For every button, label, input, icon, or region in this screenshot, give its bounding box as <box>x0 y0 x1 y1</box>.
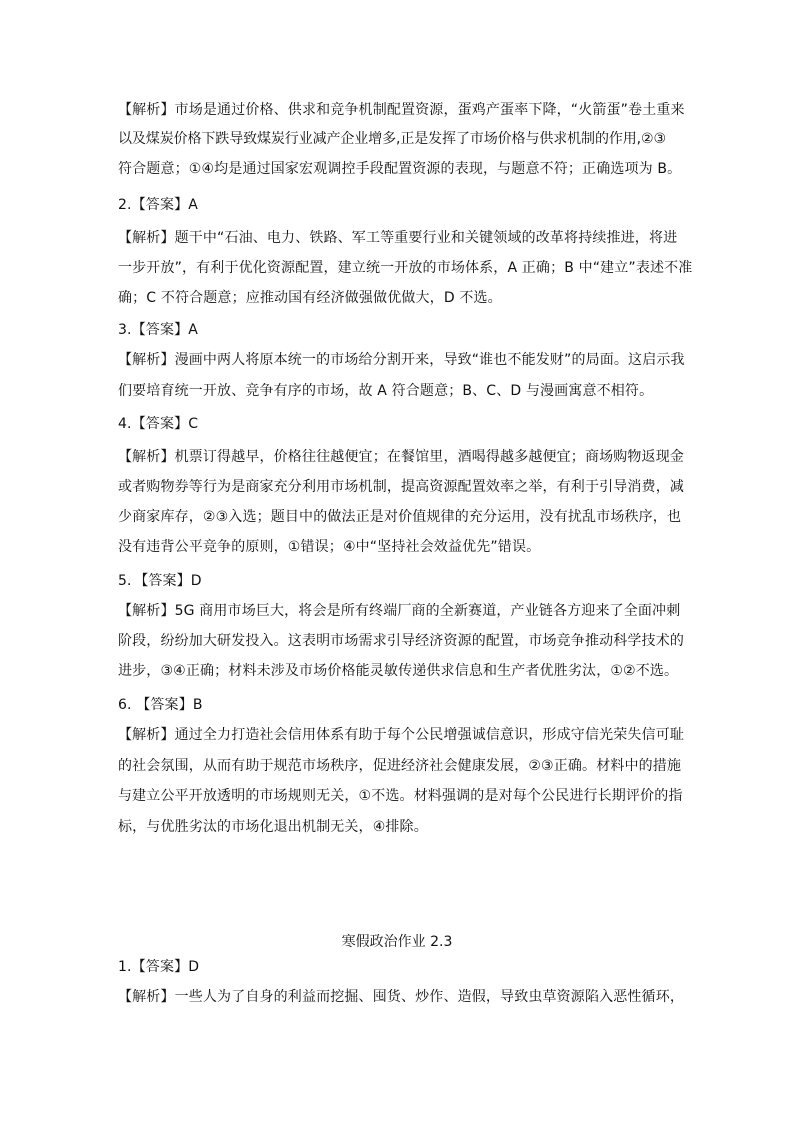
text-line: 【解析】通过全力打造社会信用体系有助于每个公民增强诚信意识，形成守信光荣失信可耻 <box>118 727 684 743</box>
text-line: 一步开放”，有利于优化资源配置，建立统一开放的市场体系，A 正确；B 中“建立”表述不准 <box>118 260 693 276</box>
text-line: 符合题意；①④均是通过国家宏观调控手段配置资源的表现，与题意不符；正确选项为 B。 <box>118 161 682 177</box>
text-line: 或者购物券等行为是商家充分利用市场机制，提高资源配置效率之举，有利于引导消费，减 <box>118 479 684 495</box>
answer-line: 5．【答案】D <box>118 573 202 589</box>
answer-line: 6. 【答案】B <box>118 697 203 713</box>
text-line: 没有违背公平竞争的原则，①错误；④中“坚持社会效益优先”错误。 <box>118 539 541 555</box>
text-line: 阶段，纷纷加大研发投入。这表明市场需求引导经济资源的配置，市场竞争推动科学技术的 <box>118 633 684 649</box>
text-line: 【解析】题干中“石油、电力、铁路、军工等重要行业和关键领域的改革将持续推进，将进 <box>118 230 678 246</box>
text-line: 与建立公平开放透明的市场规则无关，①不选。材料强调的是对每个公民进行长期评价的指 <box>118 788 683 804</box>
text-line: 确；C 不符合题意；应推动国有经济做强做优做大，D 不选。 <box>118 290 502 306</box>
answer-line: 3.【答案】A <box>118 322 198 338</box>
text-line: 【解析】一些人为了自身的利益而挖掘、囤货、炒作、造假，导致虫草资源陷入恶性循环， <box>118 989 684 1005</box>
answer-line: 4.【答案】C <box>118 416 199 432</box>
text-line: 标，与优胜劣汰的市场化退出机制无关，④排除。 <box>118 819 428 835</box>
text-line: 【解析】市场是通过价格、供求和竞争机制配置资源，蛋鸡产蛋率下降，“火箭蛋”卷土重来 <box>118 102 685 118</box>
answer-line: 1.【答案】D <box>118 959 200 975</box>
text-line: 的社会氛围，从而有助于规范市场秩序，促进经济社会健康发展，②③正确。材料中的措施 <box>118 758 682 774</box>
text-line: 【解析】机票订得越早，价格往往越便宜；在餐馆里，酒喝得越多越便宜；商场购物返现金 <box>118 449 684 465</box>
text-line: 【解析】5G 商用市场巨大，将会是所有终端厂商的全新赛道，产业链各方迎来了全面冲刺 <box>118 603 681 619</box>
text-line: 以及煤炭价格下跌导致煤炭行业减产企业增多,正是发挥了市场价格与供求机制的作用,②③ <box>118 131 666 147</box>
section-title: 寒假政治作业 2.3 <box>341 934 453 950</box>
text-line: 少商家库存，②③入选；题目中的做法正是对价值规律的充分运用，没有扰乱市场秩序，也 <box>118 509 682 525</box>
answer-line: 2.【答案】A <box>118 197 198 213</box>
text-line: 进步，③④正确；材料未涉及市场价格能灵敏传递供求信息和生产者优胜劣汰，①②不选。 <box>118 663 679 679</box>
text-line: 【解析】漫画中两人将原本统一的市场给分割开来，导致“谁也不能发财”的局面。这启示我 <box>118 352 685 368</box>
text-line: 们要培育统一开放、竞争有序的市场，故 A 符合题意；B、C、D 与漫画寓意不相符。 <box>118 383 654 399</box>
